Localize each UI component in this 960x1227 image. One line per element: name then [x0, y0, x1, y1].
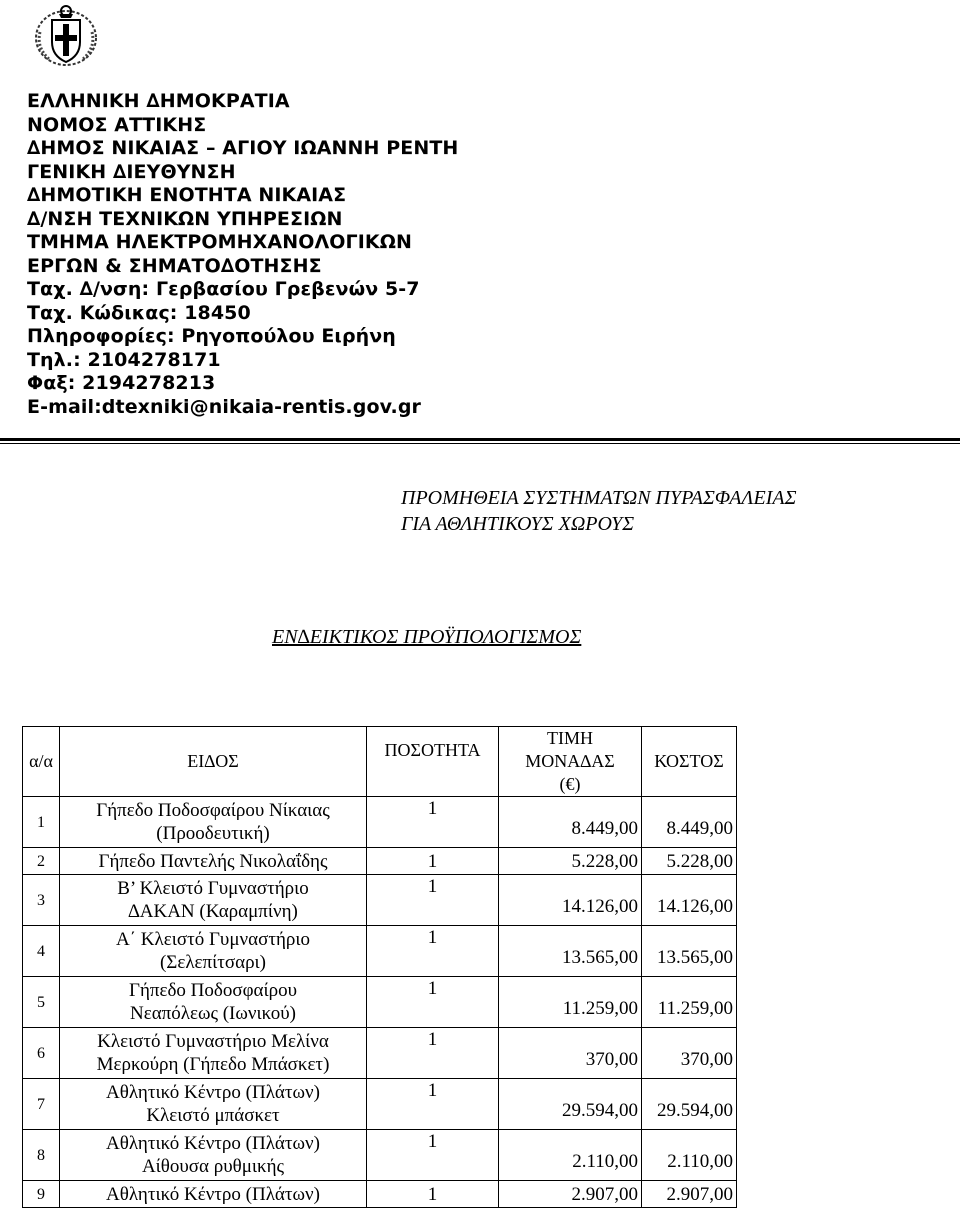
item-description [60, 1181, 367, 1208]
budget-subtitle: ΕΝ∆ΕΙΚΤΙΚΟΣ ΠΡΟΫΠΟΛΟΓΙΣΜΟΣ [272, 626, 582, 648]
item-cost [642, 977, 737, 1028]
cost-value: 14.126,00 [657, 895, 733, 917]
row-number: 3 [23, 875, 60, 926]
table-row [23, 797, 737, 848]
header-line: ΝΟΜΟΣ ΑΤΤΙΚΗΣ [27, 113, 207, 136]
item-cost [642, 848, 737, 875]
row-number: 4 [23, 926, 60, 977]
item-unit-price [499, 1079, 642, 1130]
item-cost [642, 1079, 737, 1130]
item-description-line-1: Γήπεδο Παντελής Νικολαΐδης [98, 850, 328, 872]
item-description-line-2: ∆ΑΚΑΝ (Καραμπίνη) [128, 901, 298, 922]
col-header-unit-price [499, 727, 642, 797]
unit-price-currency: (€) [559, 774, 581, 794]
header-line: ΤΜΗΜΑ ΗΛΕΚΤΡΟΜΗΧΑΝΟΛΟΓΙΚΩΝ [27, 231, 412, 253]
table-row [23, 926, 737, 977]
item-unit-price [499, 797, 642, 848]
cost-value: 8.449,00 [666, 817, 733, 839]
header-fax: Φαξ: 2194278213 [27, 372, 216, 394]
item-quantity: 1 [367, 1130, 499, 1181]
unit-price-header-text: ΤΙΜΗ ΜΟΝΑ∆ΑΣ [525, 728, 615, 771]
unit-price-value: 13.565,00 [562, 946, 638, 968]
table-row [23, 1181, 737, 1208]
row-number: 5 [23, 977, 60, 1028]
item-quantity: 1 [367, 797, 499, 848]
item-unit-price [499, 926, 642, 977]
item-description-line-1: Κλειστό Γυμναστήριο Μελίνα [97, 1031, 329, 1052]
item-cost [642, 1181, 737, 1208]
header-line: ∆ΗΜΟΤΙΚΗ ΕΝΟΤΗΤΑ ΝΙΚΑΙΑΣ [27, 184, 347, 206]
table-row [23, 1028, 737, 1079]
item-unit-price [499, 1181, 642, 1208]
title-line-1: ΠΡΟΜΗΘΕΙΑ ΣΥΣΤΗΜΑΤΩΝ ΠΥΡΑΣΦΑΛΕΙΑΣ [401, 487, 797, 509]
unit-price-value: 8.449,00 [571, 817, 638, 839]
cost-value: 2.110,00 [667, 1150, 733, 1172]
row-number: 6 [23, 1028, 60, 1079]
item-unit-price [499, 1130, 642, 1181]
item-quantity: 1 [367, 977, 499, 1028]
qty-header-text: ΠΟΣΟΤΗΤΑ [384, 740, 481, 760]
header-line: ∆/ΝΣΗ ΤΕΧΝΙΚΩΝ ΥΠΗΡΕΣΙΩΝ [27, 207, 343, 230]
table-row [23, 1079, 737, 1130]
table-row [23, 875, 737, 926]
unit-price-value: 370,00 [585, 1048, 638, 1070]
header-divider [0, 438, 960, 444]
col-header-eidos: ΕΙ∆ΟΣ [60, 727, 367, 797]
item-unit-price [499, 875, 642, 926]
item-description-line-1: Αθλητικό Κέντρο (Πλάτων) [106, 1183, 320, 1205]
title-line-2: ΓΙΑ ΑΘΛΗΤΙΚΟΥΣ ΧΩΡΟΥΣ [401, 513, 635, 535]
cost-value: 11.259,00 [657, 997, 733, 1019]
unit-price-value: 2.907,00 [571, 1183, 638, 1205]
item-description-line-1: Αθλητικό Κέντρο (Πλάτων) [106, 1133, 320, 1154]
cost-value: 2.907,00 [666, 1183, 733, 1205]
item-unit-price [499, 1028, 642, 1079]
item-description [60, 926, 367, 977]
row-number: 1 [23, 797, 60, 848]
item-description [60, 977, 367, 1028]
row-number: 7 [23, 1079, 60, 1130]
cost-value: 13.565,00 [657, 946, 733, 968]
item-quantity: 1 [367, 926, 499, 977]
item-quantity: 1 [367, 1079, 499, 1130]
item-unit-price [499, 977, 642, 1028]
header-line: ΕΛΛΗΝΙΚΗ ∆ΗΜΟΚΡΑΤΙΑ [27, 90, 290, 112]
item-description-line-1: Α΄ Κλειστό Γυμναστήριο [116, 929, 310, 950]
unit-price-value: 2.110,00 [572, 1150, 638, 1172]
cost-value: 370,00 [680, 1048, 733, 1070]
greek-coat-of-arms-icon [32, 2, 100, 68]
item-description-line-1: Β’ Κλειστό Γυμναστήριο [117, 878, 309, 899]
cost-value: 29.594,00 [657, 1099, 733, 1121]
col-header-aa: α/α [23, 727, 60, 797]
header-email: E-mail:dtexniki@nikaia-rentis.gov.gr [27, 395, 422, 418]
budget-table [22, 726, 737, 1208]
item-cost [642, 1028, 737, 1079]
row-number: 9 [23, 1181, 60, 1208]
item-description [60, 1028, 367, 1079]
item-description-line-1: Γήπεδο Ποδοσφαίρου [128, 980, 298, 1001]
item-quantity: 1 [367, 1028, 499, 1079]
item-description-line-1: Γήπεδο Ποδοσφαίρου Νίκαιας [96, 800, 330, 821]
item-cost [642, 875, 737, 926]
row-number: 2 [23, 848, 60, 875]
row-number: 8 [23, 1130, 60, 1181]
unit-price-value: 5.228,00 [571, 850, 638, 872]
item-description [60, 848, 367, 875]
item-unit-price [499, 848, 642, 875]
col-header-qty [367, 727, 499, 797]
header-line: ∆ΗΜΟΣ ΝΙΚΑΙΑΣ – ΑΓΙΟΥ ΙΩΑΝΝΗ ΡΕΝΤΗ [27, 137, 459, 159]
unit-price-value: 14.126,00 [562, 895, 638, 917]
item-description [60, 875, 367, 926]
table-row [23, 1130, 737, 1181]
unit-price-value: 29.594,00 [562, 1099, 638, 1121]
item-quantity: 1 [367, 848, 499, 875]
item-description-line-2: (Σελεπίτσαρι) [159, 952, 266, 973]
table-row [23, 977, 737, 1028]
document-title [401, 485, 797, 537]
header-postcode: Ταχ. Κώδικας: 18450 [27, 301, 251, 324]
item-quantity: 1 [367, 875, 499, 926]
table-row [23, 848, 737, 875]
item-cost [642, 1130, 737, 1181]
item-cost [642, 926, 737, 977]
header-contact-person: Πληροφορίες: Ρηγοπούλου Ειρήνη [27, 325, 396, 347]
unit-price-value: 11.259,00 [562, 997, 638, 1019]
header-line: ΕΡΓΩΝ & ΣΗΜΑΤΟ∆ΟΤΗΣΗΣ [27, 254, 322, 277]
item-description-line-1: Αθλητικό Κέντρο (Πλάτων) [106, 1082, 320, 1103]
cost-value: 5.228,00 [666, 850, 733, 872]
item-description-line-2: Νεαπόλεως (Ιωνικού) [130, 1003, 296, 1024]
item-cost [642, 797, 737, 848]
table-header-row [23, 727, 737, 797]
item-description-line-2: (Προοδευτική) [156, 823, 270, 844]
item-description-line-2: Μερκούρη (Γήπεδο Μπάσκετ) [96, 1054, 330, 1075]
item-description [60, 1130, 367, 1181]
item-quantity: 1 [367, 1181, 499, 1208]
item-description-line-2: Κλειστό μπάσκετ [146, 1105, 280, 1126]
col-header-cost: ΚΟΣΤΟΣ [642, 727, 737, 797]
item-description [60, 1079, 367, 1130]
sender-header [27, 90, 458, 419]
header-address: Ταχ. ∆/νση: Γερβασίου Γρεβενών 5-7 [27, 278, 420, 300]
item-description-line-2: Αίθουσα ρυθμικής [141, 1156, 285, 1177]
header-phone: Τηλ.: 2104278171 [27, 348, 221, 371]
header-line: ΓΕΝΙΚΗ ∆ΙΕΥΘΥΝΣΗ [27, 160, 236, 183]
item-description [60, 797, 367, 848]
